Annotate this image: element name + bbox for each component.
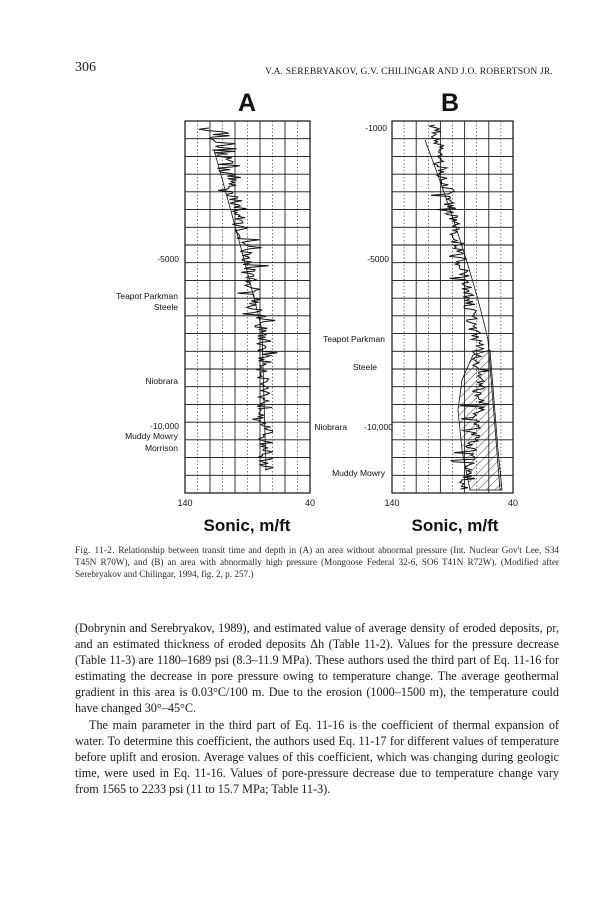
panel-a-formation-teapot-parkman: Teapot Parkman xyxy=(116,291,178,301)
panel-b-x-tick-40: 40 xyxy=(507,498,519,508)
panel-a-x-tick-140: 140 xyxy=(177,498,193,508)
panel-a-formation-steele: Steele xyxy=(153,302,178,312)
running-head: V.A. SEREBRYAKOV, G.V. CHILINGAR AND J.O. ROBERTSON JR. xyxy=(265,67,553,77)
panel-b xyxy=(314,89,518,535)
panel-b-depth-10000: -10,000 xyxy=(364,422,393,432)
panel-a-depth-5000: -5000 xyxy=(157,254,179,264)
panel-a-depth-10000: -10,000 xyxy=(150,421,179,431)
panel-a xyxy=(116,89,315,535)
panel-b-formation-niobrara: Niobrara xyxy=(314,422,347,432)
panel-b-depth-1000: -1000 xyxy=(365,123,387,133)
body-text xyxy=(75,620,559,797)
panel-b-formation-steele: Steele xyxy=(352,362,377,372)
figure-caption xyxy=(75,544,559,581)
panel-b-depth-5000: -5000 xyxy=(367,254,389,264)
caption-text: Relationship between transit time and depth in (A) an area without abnormal pressure (Int. Nuclear Gov't Lee, S34 T45N R70W), and (B) an area with abnormally high pressure (Mongoose Federal 32-6, SO6 T41N R72W). (Modified after Serebryakov and Chilingar, 1994, fig. 2, p. 257.) xyxy=(75,545,560,580)
panel-a-x-tick-40: 40 xyxy=(304,498,316,508)
panel-a-formation-morrison: Morrison xyxy=(144,443,178,453)
panel-b-letter: B xyxy=(441,89,460,117)
panel-a-sonic-log xyxy=(199,128,278,470)
page-number: 306 xyxy=(75,60,96,75)
caption-label: Fig. 11-2. xyxy=(75,545,115,555)
panel-b-formation-teapot-parkman: Teapot Parkman xyxy=(323,334,385,344)
paragraph-2: The main parameter in the third part of Eq. 11-16 is the coefficient of thermal expansion of water. To determine this coefficient, the authors used Eq. 11-17 for different values of temperature before uplift and erosion. Average values of this coefficient, which was changing during geologic time, were used in Eq. 11-16. Values of pore-pressure decrease due to temperature change vary from 1565 to 2233 psi (11 to 15.7 MPa; Table 11-3). xyxy=(75,717,559,796)
panel-a-formation-muddy-mowry: Muddy Mowry xyxy=(125,431,178,441)
panel-b-x-axis-title: Sonic, m/ft xyxy=(411,516,499,535)
paragraph-1: (Dobrynin and Serebryakov, 1989), and estimated value of average density of eroded deposits, ρr, and an estimated thickness of eroded deposits Δh (Table 11-2). Values for the pressure decrease (Table 11-3) are 1180–1689 psi (8.3–11.9 MPa). These authors used the third part of Eq. 11-16 for estimating the decrease in pore pressure owing to temperature change. The average geothermal gradient in this area is 0.03°C/100 m. Due to the erosion (1000–1500 m), the temperature could have changed 30°–45°C. xyxy=(75,621,559,716)
panel-a-letter: A xyxy=(238,89,257,117)
panel-b-formation-muddy-mowry: Muddy Mowry xyxy=(332,468,385,478)
panel-a-x-axis-title: Sonic, m/ft xyxy=(203,516,291,535)
panel-a-formation-niobrara: Niobrara xyxy=(145,376,178,386)
panel-b-x-tick-140: 140 xyxy=(384,498,400,508)
